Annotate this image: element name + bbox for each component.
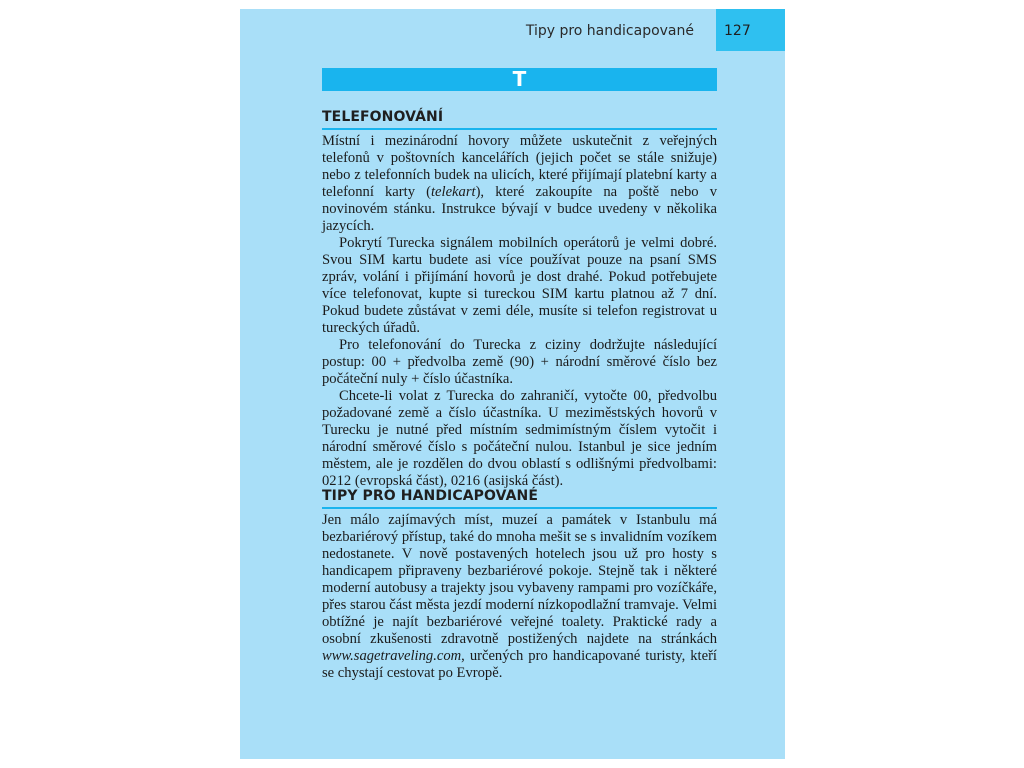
website-link-text: www.sagetraveling.com [322, 648, 462, 664]
section-telefonovani [322, 108, 717, 490]
paragraph: Chcete-li volat z Turecka do zahraničí, vytočte 00, předvolbu požadované země a číslo účastníka. U meziměstských hovorů v Turecku je nutné před místním sedmimístným číslem vytočit i národní směrové číslo s počáteční nulou. Istanbul je sice jedním městem, ale je rozdělen do dvou oblastí s odlišnými předvolbami: 0212 (evropská část), 0216 (asijská část). [322, 388, 717, 489]
letter-index: T [512, 67, 527, 91]
section-heading: TIPY PRO HANDICAPOVANÉ [322, 487, 717, 509]
paragraph: Pro telefonování do Turecka z ciziny dodržujte následující postup: 00 + předvolba země (90) + národní směrové číslo bez počáteční nuly + číslo účastníka. [322, 337, 717, 387]
paragraph: Pokrytí Turecka signálem mobilních operátorů je velmi dobré. Svou SIM kartu budete asi více používat pouze na psaní SMS zpráv, volání i přijímání hovorů je dost drahé. Pokud potřebujete více telefonovat, kupte si tureckou SIM kartu platnou až 7 dní. Pokud budete zůstávat v zemi déle, musíte si telefon registrovat u tureckých úřadů. [322, 235, 717, 336]
section-tipy-pro-handicapovane [322, 487, 717, 682]
section-heading: TELEFONOVÁNÍ [322, 108, 717, 130]
emphasis: telekart [430, 184, 476, 200]
running-head-title: Tipy pro handicapované [525, 23, 694, 39]
book-page [240, 9, 785, 759]
paragraph: Místní i mezinárodní hovory můžete uskutečnit z veřejných telefonů v poštovních kancelářích (jejich počet se stále snižuje) nebo z telefonních budek na ulicích, které přijímají platební karty a telefonní karty (telekart), které zakoupíte na poště nebo v novinovém stánku. Instrukce bývají v budce uvedeny v několika jazycích. [322, 133, 717, 234]
letter-index-bar [322, 68, 717, 91]
page-number: 127 [724, 23, 751, 39]
paragraph: Jen málo zajímavých míst, muzeí a památek v Istanbulu má bezbariérový přístup, také do mnoha mešit se s invalidním vozíkem nedostanete. V nově postavených hotelech jsou už pro hosty s handicapem připraveny bezbariérové pokoje. Stejně tak i některé moderní autobusy a trajekty jsou vybaveny rampami pro vozíčkáře, přes starou část města jezdí moderní nízkopodlažní tramvaje. Velmi obtížné je najít bezbariérové veřejné toalety. Praktické rady a osobní zkušenosti zdravotně postižených najdete na stránkách www.sagetraveling.com, určených pro handicapované turisty, kteří se chystají cestovat po Evropě. [322, 512, 717, 681]
page-number-box [716, 9, 785, 51]
